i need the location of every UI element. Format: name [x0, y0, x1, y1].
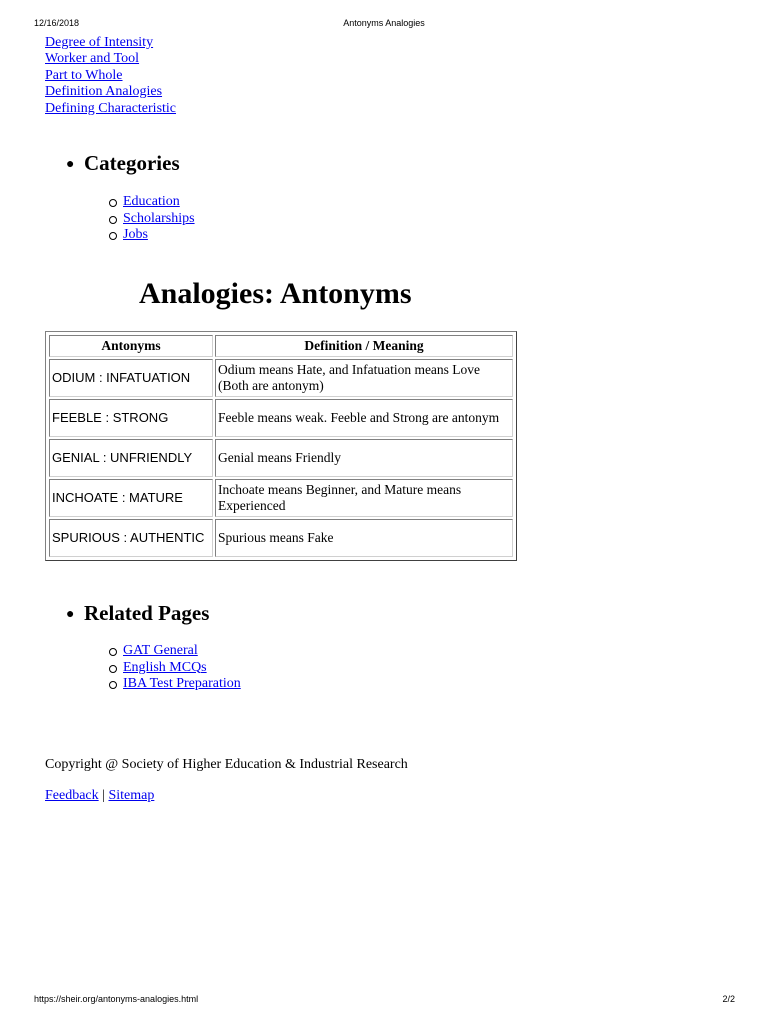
- print-date: 12/16/2018: [34, 18, 80, 28]
- link-education[interactable]: Education: [123, 194, 180, 209]
- print-header: [0, 18, 768, 30]
- table-row: [49, 439, 513, 477]
- antonym-pair: GENIAL : UNFRIENDLY: [49, 439, 213, 477]
- antonym-meaning: Odium means Hate, and Infatuation means Love (Both are antonym): [215, 359, 513, 397]
- page-title: Analogies: Antonyms: [139, 277, 412, 310]
- table-header-row: [49, 335, 513, 357]
- categories-heading: ● Categories: [66, 151, 180, 177]
- circle-bullet-icon: [109, 199, 117, 207]
- print-url: https://sheir.org/antonyms-analogies.html: [34, 994, 199, 1004]
- sitemap-link[interactable]: Sitemap: [108, 788, 155, 803]
- antonym-pair: SPURIOUS : AUTHENTIC: [49, 519, 213, 557]
- list-item: [108, 676, 241, 693]
- circle-bullet-icon: [109, 648, 117, 656]
- circle-bullet-icon: [109, 681, 117, 689]
- link-iba-test-preparation[interactable]: IBA Test Preparation: [123, 676, 241, 691]
- related-pages-list: [108, 643, 241, 693]
- link-gat-general[interactable]: GAT General: [123, 643, 198, 658]
- list-item: [108, 660, 241, 677]
- footer-separator: |: [102, 788, 105, 803]
- circle-bullet-icon: [109, 216, 117, 224]
- copyright-text: Copyright @ Society of Higher Education & Industrial Research: [45, 757, 408, 772]
- link-degree-of-intensity[interactable]: Degree of Intensity: [45, 35, 154, 50]
- table-row: [49, 359, 513, 397]
- link-worker-and-tool[interactable]: Worker and Tool: [45, 51, 140, 67]
- link-scholarships[interactable]: Scholarships: [123, 210, 195, 226]
- footer-links: [45, 788, 154, 804]
- list-item: [108, 643, 241, 660]
- bullet-icon: ●: [66, 607, 75, 623]
- print-page-number: 2/2: [722, 994, 735, 1004]
- categories-list: [108, 194, 195, 244]
- link-part-to-whole[interactable]: Part to Whole: [45, 67, 123, 83]
- antonym-meaning: Inchoate means Beginner, and Mature means Experienced: [215, 479, 513, 517]
- link-defining-characteristic[interactable]: Defining Characteristic: [45, 100, 177, 116]
- list-item: [108, 194, 195, 211]
- antonym-pair: INCHOATE : MATURE: [49, 479, 213, 517]
- antonym-meaning: Feeble means weak. Feeble and Strong are antonym: [215, 399, 513, 437]
- list-item: [108, 227, 195, 244]
- antonym-pair: FEEBLE : STRONG: [49, 399, 213, 437]
- related-pages-heading: ● Related Pages: [66, 601, 209, 627]
- feedback-link[interactable]: Feedback: [45, 788, 99, 803]
- antonyms-table: [45, 331, 517, 561]
- print-title: Antonyms Analogies: [343, 18, 425, 28]
- antonym-meaning: Genial means Friendly: [215, 439, 513, 477]
- table-row: [49, 519, 513, 557]
- circle-bullet-icon: [109, 232, 117, 240]
- print-footer: [0, 994, 768, 1006]
- list-item: [108, 211, 195, 228]
- analogy-type-links: [45, 35, 176, 117]
- column-header-definition: Definition / Meaning: [215, 335, 513, 357]
- antonym-meaning: Spurious means Fake: [215, 519, 513, 557]
- antonym-pair: ODIUM : INFATUATION: [49, 359, 213, 397]
- table-row: [49, 479, 513, 517]
- table-row: [49, 399, 513, 437]
- link-definition-analogies[interactable]: Definition Analogies: [45, 84, 163, 100]
- column-header-antonyms: Antonyms: [49, 335, 213, 357]
- bullet-icon: ●: [66, 157, 75, 173]
- link-english-mcqs[interactable]: English MCQs: [123, 659, 207, 675]
- link-jobs[interactable]: Jobs: [123, 227, 148, 242]
- circle-bullet-icon: [109, 665, 117, 673]
